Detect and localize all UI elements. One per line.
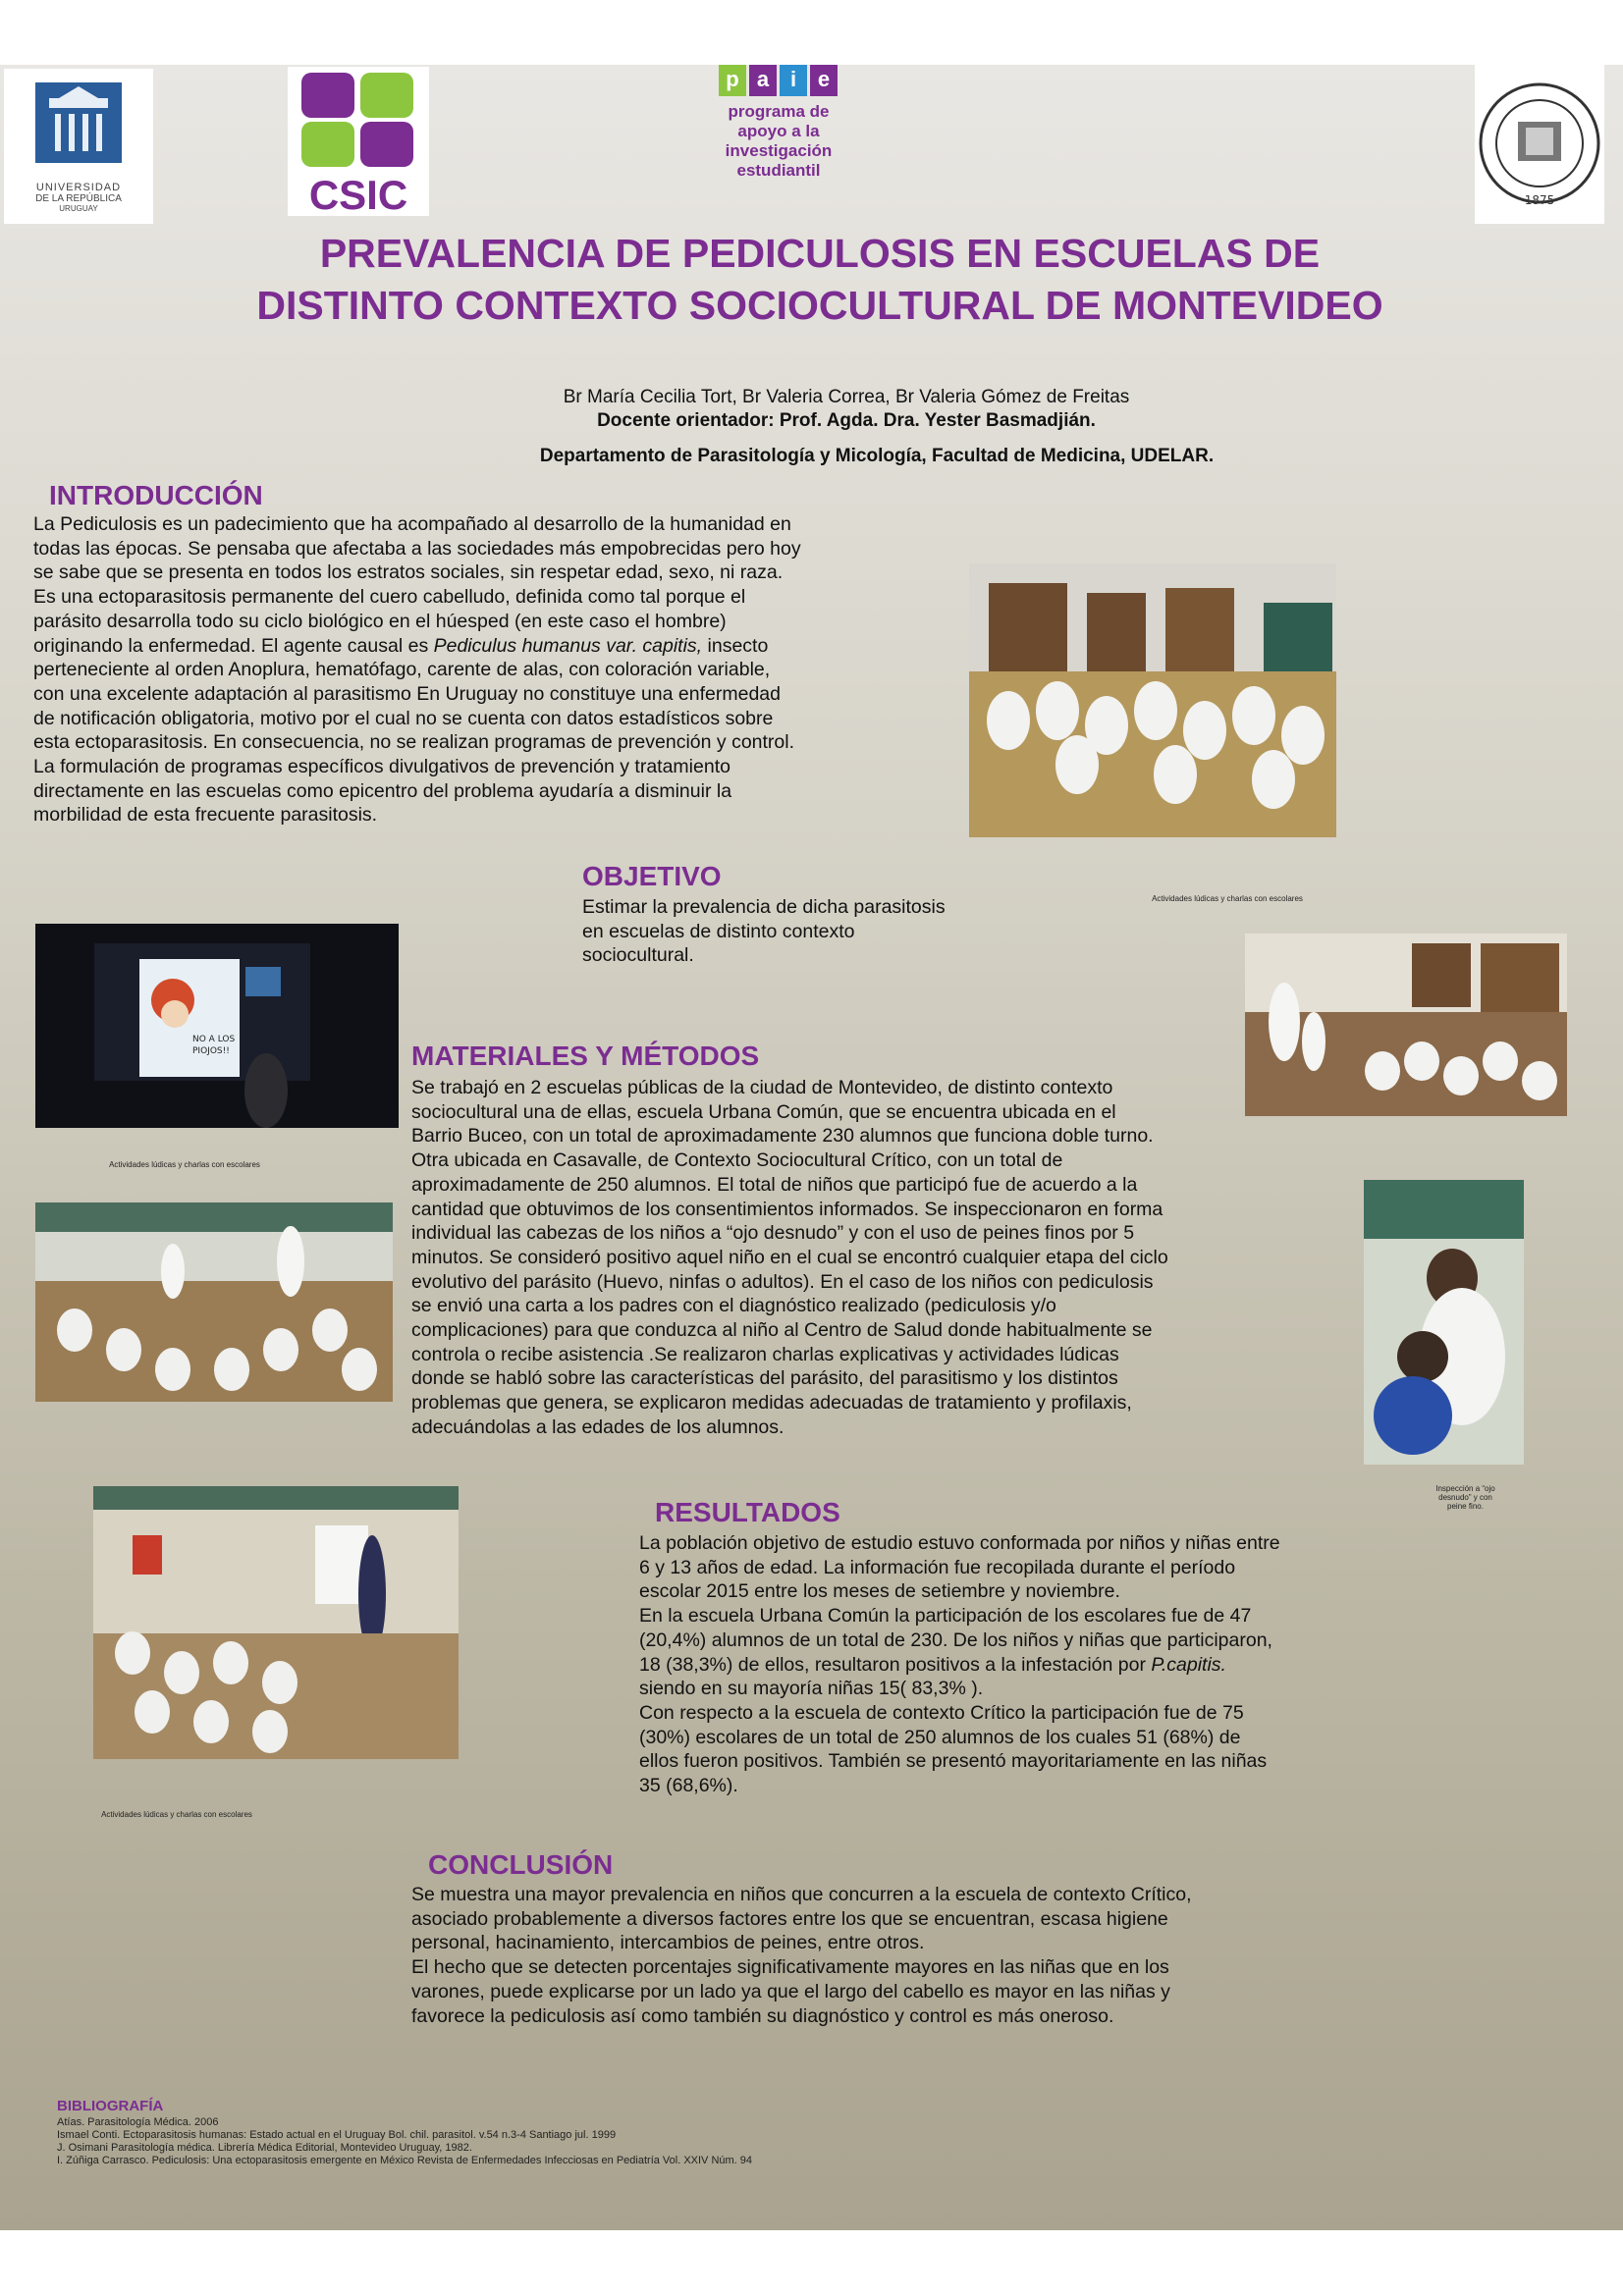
udelar-line3: URUGUAY (59, 204, 98, 213)
screen-sign-line2: PIOJOS!! (192, 1046, 230, 1056)
csic-logo (288, 67, 429, 216)
department: Departamento de Parasitología y Micología, Facultad de Medicina, UDELAR. (539, 446, 1215, 466)
introduccion-italic: Pediculus humanus var. capitis, (433, 634, 703, 657)
paie-line2: apoyo a la (737, 122, 820, 140)
udelar-line2: DE LA REPÚBLICA (35, 193, 122, 204)
conclusion-heading: CONCLUSIÓN (428, 1849, 614, 1880)
resultados-italic: P.capitis. (1151, 1653, 1226, 1676)
csic-text: CSIC (308, 172, 408, 218)
photo-classroom-kids (969, 563, 1336, 837)
materiales-heading: MATERIALES Y MÉTODOS (411, 1041, 760, 1071)
caption-whiteboard: Actividades lúdicas y charlas con escolares (101, 1810, 252, 1819)
paie-letter-i: i (780, 65, 807, 96)
conclusion-text: Se muestra una mayor prevalencia en niños que concurren a la escuela de contexto Crítico, asociado probablemente a diversos factores entre los que se encuentran, escasa higiene personal, hacinamiento, intercambios de peines, entre otros. El hecho que se detecten porcentajes significativamente mayores en las niñas que en los varones, puede explicarse por un lado ya que el largo del cabello es mayor en las niñas y favorece la pediculosis así como también su diagnóstico y control es más oneroso. (411, 1884, 1192, 2027)
bibliografia-heading: BIBLIOGRAFÍA (57, 2098, 164, 2114)
caption-screen: Actividades lúdicas y charlas con escolares (109, 1160, 260, 1169)
caption-inspection: Inspección a “ojo desnudo” y con peine fino. (1435, 1484, 1495, 1511)
paie-line1: programa de (728, 102, 830, 121)
csic-mark-icon (288, 67, 429, 169)
paie-logo (715, 65, 842, 212)
seal-emblem-icon (1475, 65, 1604, 224)
paie-letter-a: a (749, 65, 777, 96)
resultados-heading: RESULTADOS (655, 1497, 840, 1527)
materiales-text: Se trabajó en 2 escuelas públicas de la ciudad de Montevideo, de distinto contexto sociocultural una de ellas, escuela Urbana Común, que se encuentra ubicada en el Barrio Buceo, con un total de aproximadamente 230 alumnos que funciona doble turno. Otra ubicada en Casavalle, de Contexto Sociocultural Crítico, con un total de aproximadamente de 250 alumnos. El total de niños que participó fue de acuerdo a la cantidad que obtuvimos de los consentimientos informados. Se inspeccionaron en forma individual las cabezas de los niños a “ojo desnudo” y con el uso de peines finos por 5 minutos. Se consideró positivo aquel niño en el cual se encontró cualquier etapa del ciclo evolutivo del parásito (Huevo, ninfas o adultos). En el caso de los niños con pediculosis se envió una carta a los padres con el diagnóstico realizado (pediculosis y/o complicaciones) para que conduzca al niño al Centro de Salud donde habitualmente se controla o recibe asistencia .Se realizaron charlas explicativas y actividades lúdicas donde se habló sobre las características del parásito, del parasitismo y los distintos problemas que genera, se explicaron medidas adecuadas de tratamiento y profilaxis, adecuándolas a las edades de los alumnos. (411, 1077, 1168, 1438)
university-building-icon (4, 69, 153, 177)
photo-inspection (1364, 1180, 1524, 1465)
paie-line3: investigación (725, 141, 833, 160)
seal-year: 1875 (1524, 193, 1555, 207)
authors: Br María Cecilia Tort, Br Valeria Correa, Br Valeria Gómez de Freitas (563, 387, 1130, 407)
udelar-logo (4, 69, 153, 224)
photo-carpet-activity (1245, 934, 1567, 1116)
bibliografia-text: Atías. Parasitología Médica. 2006 Ismael Conti. Ectoparasitosis humanas: Estado actual en el Uruguay Bol. chil. parasitol. v.54 n.3-4 Santiago jul. 1999 J. Osimani Parasitología médica. Librería Médica Editorial, Montevideo Uruguay, 1982. I. Zúñiga Carrasco. Pediculosis: Una ectoparasitosis emergente en México Revista de Enfermedades Infecciosas en Pediatría Vol. XXIV Núm. 94 (57, 2116, 753, 2166)
title-line2: DISTINTO CONTEXTO SOCIOCULTURAL DE MONTEVIDEO (256, 283, 1383, 328)
paie-letter-p: p (719, 65, 746, 96)
poster-title (177, 228, 1463, 332)
introduccion-text-b: insecto perteneciente al orden Anoplura, hematófago, carente de alas, con coloración variable, con una excelente adaptación al parasitismo En Uruguay no constituye una enfermedad de notificación obligatoria, motivo por el cual no se cuenta con datos estadísticos sobre esta ectoparasitosis. En consecuencia, no se realizan programas de prevención y control. La formulación de programas específicos divulgativos de prevención y tratamiento directamente en las escuelas como epicentro del problema ayudaría a disminuir la morbilidad de esta frecuente parasitosis. (33, 634, 795, 827)
introduccion-heading: INTRODUCCIÓN (49, 480, 263, 510)
advisor: Docente orientador: Prof. Agda. Dra. Yester Basmadjián. (597, 410, 1096, 431)
paie-letter-e: e (810, 65, 838, 96)
caption-classroom: Actividades lúdicas y charlas con escolares (1152, 894, 1303, 903)
title-line1: PREVALENCIA DE PEDICULOSIS EN ESCUELAS DE (319, 231, 1321, 276)
resultados-text-a: La población objetivo de estudio estuvo conformada por niños y niñas entre 6 y 13 años de edad. La información fue recopilada durante el período escolar 2015 entre los meses de setiembre y noviembre. En la escuela Urbana Común la participación de los escolares fue de 47 (20,4%) alumnos de un total de 230. De los niños y niñas que participaron, 18 (38,3%) de ellos, resultaron positivos a la infestación por (639, 1532, 1280, 1676)
photo-whiteboard (93, 1486, 459, 1759)
screen-sign-line1: NO A LOS (192, 1035, 236, 1044)
udelar-line1: UNIVERSIDAD (35, 182, 122, 193)
introduccion-text (33, 512, 888, 828)
objetivo-heading: OBJETIVO (582, 861, 722, 891)
objetivo-text: Estimar la prevalencia de dicha parasitosis en escuelas de distinto contexto sociocultural. (582, 896, 946, 967)
photo-circle-talk (35, 1202, 393, 1402)
resultados-text (639, 1531, 1346, 1798)
resultados-text-b: siendo en su mayoría niñas 15( 83,3% ). Con respecto a la escuela de contexto Crítico la participación fue de 75 (30%) escolares de un total de 250 alumnos de los cuales 51 (68%) de ellos fueron positivos. También se presentó mayoritariamente en las niñas 35 (68,6%). (639, 1678, 1268, 1797)
introduccion-text-a: La Pediculosis es un padecimiento que ha acompañado al desarrollo de la humanidad en todas las épocas. Se pensaba que afectaba a las sociedades más empobrecidas pero hoy se sabe que se presenta en todos los estratos sociales, sin respetar edad, sexo, ni raza. Es una ectoparasitosis permanente del cuero cabelludo, definida como tal porque el parásito desarrolla todo su ciclo biológico en el húesped (en este caso el hombre) originando la enfermedad. El agente causal es (33, 513, 801, 657)
paie-line4: estudiantil (736, 161, 821, 180)
photo-screen-presentation (35, 924, 399, 1128)
faculty-seal (1475, 65, 1604, 224)
